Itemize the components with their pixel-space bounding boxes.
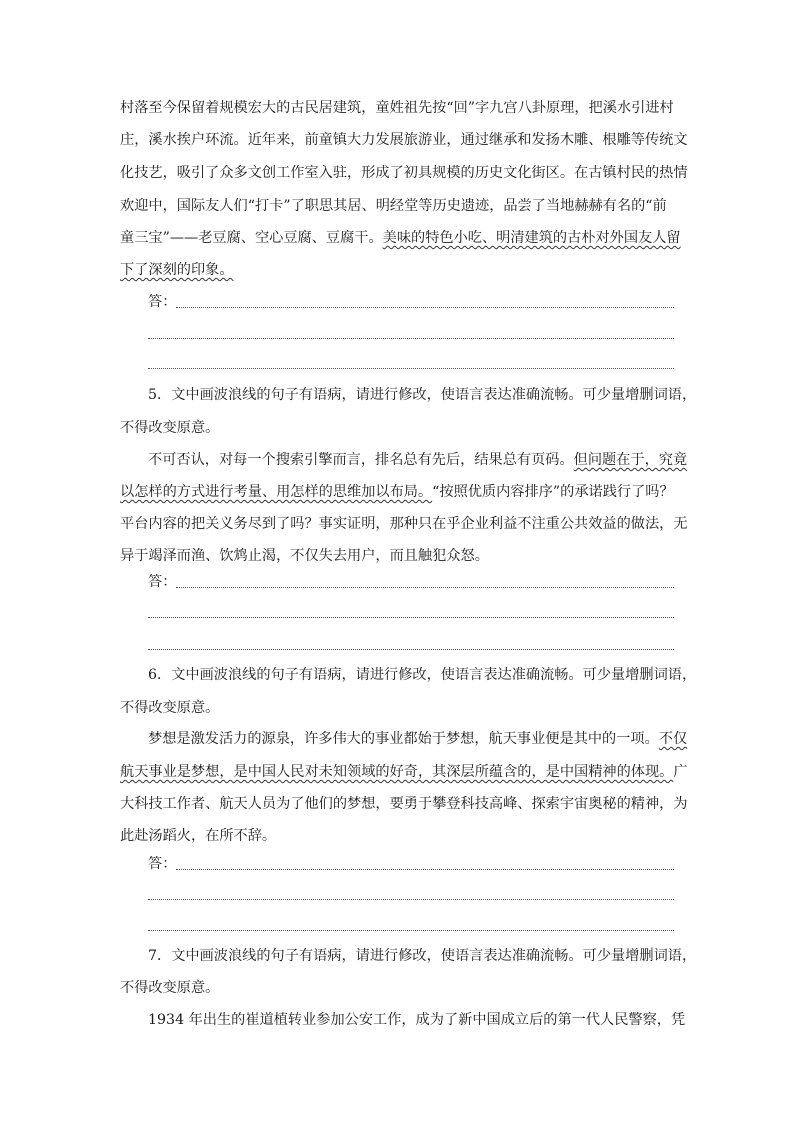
answer-line[interactable] bbox=[148, 649, 674, 650]
q5-prompt-line-1: 5．文中画波浪线的句子有语病，请进行修改，使语言表达准确流畅。可少量增删词语， bbox=[148, 387, 697, 403]
passage1-line-3: 化技艺，吸引了众多文创工作室入驻，形成了初具规模的历史文化街区。在古镇村民的热情 bbox=[120, 165, 688, 181]
wavy-sentence: 但问题在于，究竟 bbox=[573, 452, 688, 468]
q6-passage-line-1 bbox=[148, 729, 688, 749]
answer-label: 答： bbox=[148, 574, 177, 590]
passage1-line-2: 庄，溪水挨户环流。近年来，前童镇大力发展旅游业，通过继承和发扬木雕、根雕等传统文 bbox=[120, 132, 688, 148]
q5-text: “按照优质内容排序”的承诺践行了吗？ bbox=[432, 484, 674, 500]
q6-passage-line-4: 此赴汤蹈火，在所不辞。 bbox=[120, 828, 277, 844]
wavy-sentence: 下了深刻的印象。 bbox=[120, 262, 234, 278]
answer-line[interactable] bbox=[148, 617, 674, 618]
answer-line[interactable] bbox=[148, 338, 674, 339]
wavy-sentence: 不仅 bbox=[658, 731, 688, 747]
answer-line[interactable] bbox=[148, 930, 674, 931]
q5-text: 不可否认，对每一个搜索引擎而言，排名总有先后，结果总有页码。 bbox=[148, 452, 574, 468]
answer-line[interactable] bbox=[176, 307, 674, 308]
q6-prompt-line-2: 不得改变原意。 bbox=[120, 700, 220, 716]
passage1-line-4: 欢迎中，国际友人们“打卡”了职思其居、明经堂等历史遗迹，品尝了当地赫赫有名的“前 bbox=[120, 198, 667, 214]
q5-prompt-line-2: 不得改变原意。 bbox=[120, 420, 220, 436]
answer-line[interactable] bbox=[176, 587, 674, 588]
q5-passage-line-4: 异于竭泽而渔、饮鸩止渴，不仅失去用户，而且触犯众怒。 bbox=[120, 548, 489, 564]
answer-line[interactable] bbox=[176, 869, 674, 870]
q6-text: 梦想是激发活力的源泉，许多伟大的事业都始于梦想，航天事业便是其中的一项。 bbox=[148, 731, 659, 747]
passage1-line-5 bbox=[120, 228, 680, 248]
q5-passage-line-3: 平台内容的把关义务尽到了吗？事实证明，那种只在乎企业利益不注重公共效益的做法，无 bbox=[120, 516, 688, 532]
q6-passage-line-2 bbox=[120, 762, 688, 782]
q6-prompt-line-1: 6．文中画波浪线的句子有语病，请进行修改，使语言表达准确流畅。可少量增删词语， bbox=[148, 667, 697, 683]
q6-text: 广 bbox=[673, 764, 688, 780]
answer-line[interactable] bbox=[148, 899, 674, 900]
passage1-line-1: 村落至今保留着规模宏大的古民居建筑，童姓祖先按“回”字九宫八卦原理，把溪水引进村 bbox=[120, 100, 674, 116]
q7-prompt-line-2: 不得改变原意。 bbox=[120, 980, 220, 996]
q5-passage-line-2 bbox=[120, 482, 680, 502]
wavy-sentence: 航天事业是梦想，是中国人民对未知领域的好奇，其深层所蕴含的，是中国精神的体现。 bbox=[120, 764, 674, 780]
q7-prompt-line-1: 7．文中画波浪线的句子有语病，请进行修改，使语言表达准确流畅。可少量增删词语， bbox=[148, 948, 697, 964]
passage1-line-6 bbox=[120, 260, 680, 280]
q5-passage-line-1 bbox=[148, 450, 688, 470]
answer-label: 答： bbox=[148, 856, 177, 872]
q6-passage-line-3: 大科技工作者、航天人员为了他们的梦想，要勇于攀登科技高峰、探索宇宙奥秘的精神，为 bbox=[120, 796, 688, 812]
wavy-sentence: 以怎样的方式进行考量、用怎样的思维加以布局。 bbox=[120, 484, 433, 500]
answer-line[interactable] bbox=[148, 368, 674, 369]
wavy-sentence: 美味的特色小吃、明清建筑的古朴对外国友人留 bbox=[382, 230, 681, 246]
q7-passage-line-1: 1934 年出生的崔道植转业参加公安工作，成为了新中国成立后的第一代人民警察，凭 bbox=[148, 1012, 686, 1028]
passage1-text: 童三宝”——老豆腐、空心豆腐、豆腐干。 bbox=[120, 230, 383, 246]
answer-label: 答： bbox=[148, 294, 177, 310]
